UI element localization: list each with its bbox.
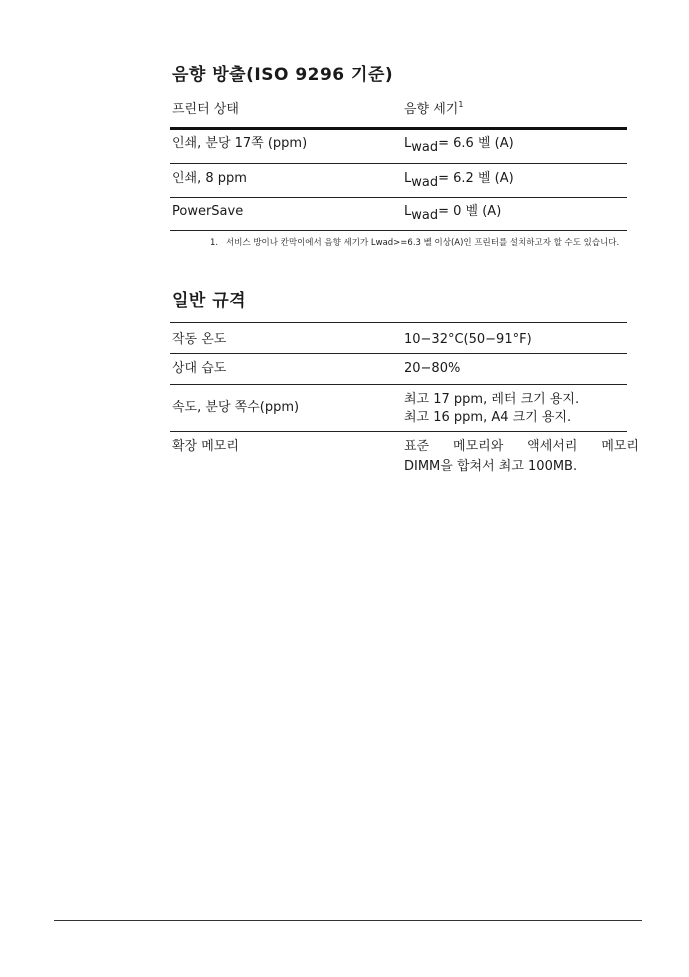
- row-divider: [170, 163, 627, 164]
- lwad-l: L: [404, 136, 412, 151]
- lwad-l: L: [404, 204, 412, 219]
- footnote-number: 1.: [210, 238, 219, 248]
- lwad-value: = 6.6 벨 (A): [438, 136, 514, 151]
- lwad-sub: wad: [411, 175, 439, 190]
- spec-label: 작동 온도: [172, 332, 227, 347]
- lwad-value: = 6.2 벨 (A): [438, 171, 514, 186]
- spec-value: 20−80%: [404, 361, 461, 376]
- spec-label: 속도, 분당 쪽수(ppm): [172, 400, 300, 415]
- row-state: 인쇄, 8 ppm: [172, 171, 247, 186]
- lwad-l: L: [404, 171, 412, 186]
- row-sound-value: [404, 204, 502, 223]
- row-state: PowerSave: [172, 204, 244, 219]
- row-divider: [170, 384, 627, 385]
- spec-value: 표준 메모리와 액세서리 메모리: [404, 439, 639, 454]
- page-bottom-rule: [54, 920, 642, 921]
- row-sound-value: [404, 136, 514, 155]
- header-sound-level: [404, 102, 463, 118]
- row-divider: [170, 322, 627, 323]
- spec-value-line2: 최고 16 ppm, A4 크기 용지.: [404, 410, 572, 425]
- spec-label: 상대 습도: [172, 361, 227, 376]
- spec-value: 최고 17 ppm, 레터 크기 용지.: [404, 392, 580, 407]
- row-divider: [170, 230, 627, 231]
- spec-value-line2: DIMM을 합쳐서 최고 100MB.: [404, 459, 578, 474]
- spec-value: 10−32°C(50−91°F): [404, 332, 532, 347]
- table-header-rule: [170, 127, 627, 130]
- spec-label: 확장 메모리: [172, 439, 239, 454]
- footnote-text: 서비스 방이나 칸막이에서 음향 세기가 Lwad>=6.3 벨 이상(A)인 프린터를 설치하고자 할 수도 있습니다.: [226, 238, 620, 248]
- lwad-value: = 0 벨 (A): [438, 204, 502, 219]
- sound-emission-title: 음향 방출(ISO 9296 기준): [172, 65, 394, 85]
- header-printer-state: 프린터 상태: [172, 102, 239, 117]
- general-spec-title: 일반 규격: [172, 291, 247, 311]
- lwad-sub: wad: [411, 208, 439, 223]
- footnote-marker: 1: [458, 100, 464, 109]
- row-divider: [170, 353, 627, 354]
- row-divider: [170, 197, 627, 198]
- row-sound-value: [404, 171, 514, 190]
- row-state: 인쇄, 분당 17쪽 (ppm): [172, 136, 308, 151]
- lwad-sub: wad: [411, 140, 439, 155]
- row-divider: [170, 431, 627, 432]
- header-sound-level-text: 음향 세기: [404, 102, 459, 117]
